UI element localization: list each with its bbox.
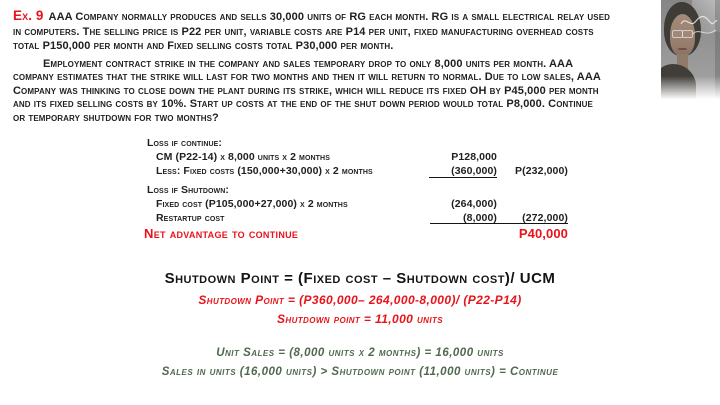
signature-watermark-icon (680, 13, 718, 39)
schedule-row (0, 198, 720, 211)
row-total: (272,000) (522, 212, 568, 224)
paragraph-line (13, 9, 610, 25)
row-amount: (264,000) (451, 198, 497, 210)
total-rule (430, 223, 568, 224)
paragraph-line: in computers. The selling price is P22 per unit, variable costs are P14 per unit, fixed manufacturing overhead costs (13, 25, 594, 38)
net-advantage-label: Net advantage to continue (144, 226, 299, 241)
subtotal-rule (429, 177, 497, 178)
schedule-row (0, 212, 720, 225)
schedule-row (0, 151, 720, 164)
paragraph-text: AAA Company normally produces and sells 30,000 units of RG each month. RG is a small electrical relay used (48, 11, 611, 23)
paragraph-line: Employment contract strike in the company and sales temporary drop to only 8,000 units per month. AAA (43, 58, 574, 70)
row-label: CM (P22-14) x 8,000 units x 2 months (156, 151, 330, 163)
row-label: Less: Fixed costs (150,000+30,000) x 2 months (156, 165, 373, 177)
paragraph-line: total P150,000 per month and Fixed selling costs total P30,000 per month. (13, 40, 394, 53)
row-label: Restartup cost (156, 212, 225, 224)
problem-paragraph-2 (13, 58, 601, 125)
problem-paragraph-1 (13, 9, 610, 54)
row-amount: P128,000 (451, 151, 497, 163)
decision-line: Sales in units (16,000 units) > Shutdown point (11,000 units) = Continue (161, 366, 559, 378)
row-total: P(232,000) (515, 165, 568, 177)
row-amount: (8,000) (463, 212, 497, 224)
loss-continue-header-row (0, 137, 720, 150)
paragraph-line: or temporary shutdown for two months? (13, 111, 219, 124)
unit-sales-line: Unit Sales = (8,000 units x 2 months) = 16,000 units (216, 347, 504, 359)
presenter-webcam (661, 0, 720, 102)
paragraph-line: and its fixed selling costs by 10%. Start up costs at the end of the shut down period would total P8,000. Continue (13, 98, 593, 111)
webcam-bottom-fade (661, 76, 720, 102)
schedule-row (0, 165, 720, 178)
shutdown-formula-title: Shutdown Point = (Fixed cost – Shutdown cost)/ UCM (164, 270, 556, 287)
row-label: Fixed cost (P105,000+27,000) x 2 months (156, 198, 348, 210)
paragraph-line: Company was thinking to close down the plant during its strike, which will reduce its fixed OH by P45,000 per month (13, 84, 599, 97)
net-advantage-amount: P40,000 (518, 226, 568, 241)
net-advantage-row (0, 226, 720, 239)
shutdown-point-result: Shutdown point = 11,000 units (277, 312, 443, 326)
shutdown-formula-substitution: Shutdown Point = (P360,000– 264,000-8,000)/ (P22-P14) (198, 293, 522, 307)
row-amount: (360,000) (451, 165, 497, 177)
section-header: Loss if Shutdown: (147, 184, 229, 196)
section-header: Loss if continue: (147, 137, 223, 149)
paragraph-line: company estimates that the strike will last for two months and then it will return to normal. Due to low sales, AAA (13, 71, 601, 84)
loss-shutdown-header-row (0, 184, 720, 197)
presenter-mouth (678, 48, 687, 50)
exercise-label: Ex. 9 (13, 8, 44, 23)
